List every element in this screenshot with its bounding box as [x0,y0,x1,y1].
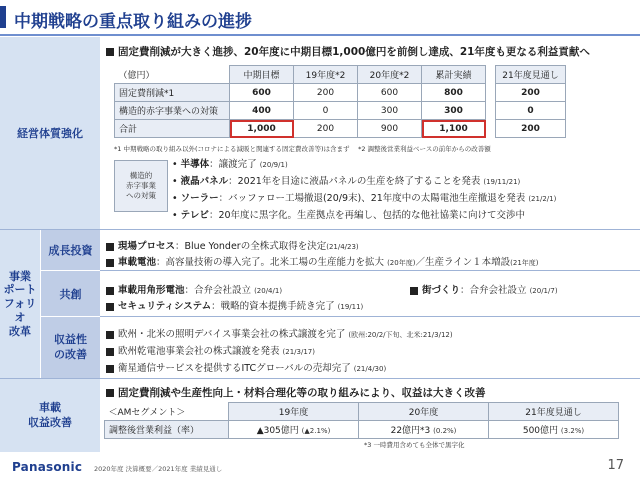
profit-line-1: 欧州・北米の照明デバイス事業会社の株式譲渡を完了 (欧州:20/2/下旬、北米:21/3/12) [106,326,453,340]
table-row [105,421,619,439]
title-accent [0,6,6,28]
kyoso-line-a: 車載用角形電池：合弁会社設立 (20/4/1) [106,282,282,296]
section-kyoso: 共創 [41,271,100,316]
bullet-square [106,287,114,295]
table-cell: 200 [496,84,566,102]
table-header-cell: 19年度*2 [294,66,358,84]
keiei-headline: 固定費削減が大きく進捗、20年度に中期目標1,000億円を前倒し達成、21年度も更なる利益貢献へ [106,44,590,59]
table-header-row [115,66,566,84]
section-auto: 車載 収益改善 [0,379,100,452]
table-cell: 200 [496,120,566,138]
table-cell: 22億円*3 (0.2%) [359,421,489,439]
table-cell: （億円） [115,66,230,84]
section-keiei: 経営体質強化 [0,37,100,229]
table-header-cell: 20年度*2 [358,66,422,84]
table-cell: 400 [230,102,294,120]
table-cell: 800 [422,84,486,102]
table-header-cell: 中期目標 [230,66,294,84]
table-cell: 600 [230,84,294,102]
profit-line-2: 欧州乾電池事業会社の株式譲渡を発表 (21/3/17) [106,343,315,357]
table-header-row [105,403,619,421]
section-growth: 成長投資 [41,230,100,270]
keiei-footnote: *1 中期戦略の取り組み以外(コロナによる減販と関連する固定費改善等)は含まず *2 調整後営業利益ベースの前年からの改善額 [114,145,491,153]
table-gap [486,84,496,102]
kyoso-line-c: セキュリティシステム：戦略的資本提携手続き完了 (19/11) [106,298,363,312]
auto-footnote: *3 一時費用含めても全体で黒字化 [364,441,465,449]
table-cell-highlight: 1,100 [422,120,486,138]
struct-label-box: 構造的 赤字事業 への対策 [114,160,168,212]
keiei-item: • 液晶パネル：2021年を目途に液晶パネルの生産を終了することを発表 (19/11/21) [172,176,521,187]
keiei-item: • テレビ：20年度に黒字化。生産拠点を再編し、包括的な他社協業に向けて交渉中 [172,210,526,221]
table-cell: 200 [294,84,358,102]
table-row [115,84,566,102]
divider [100,270,640,271]
table-cell: 300 [358,102,422,120]
table-gap [486,66,496,84]
bullet-square [106,259,114,267]
title-bar [0,0,640,34]
footer-meta: 2020年度 決算概要／2021年度 業績見通し [94,465,223,473]
table-cell-highlight: 1,000 [230,120,294,138]
table-cell: 0 [496,102,566,120]
growth-line-2: 車載電池：高容量技術の導入完了。北米工場の生産能力を拡大 (20年度)／生産ライン１本増設(21年度) [106,254,539,268]
table-cell: 調整後営業利益（率） [105,421,229,439]
bullet-square [106,389,114,397]
section-portfolio: 事業 ポート フォリオ 改革 [0,230,40,378]
growth-line-1: 現場プロセス：Blue Yonderの全株式取得を決定(21/4/23) [106,238,359,252]
auto-table [104,402,619,439]
table-header-cell: 累計実績 [422,66,486,84]
table-cell: 0 [294,102,358,120]
table-cell: ▲305億円 (▲2.1%) [229,421,359,439]
table-cell: 合計 [115,120,230,138]
page-number: 17 [607,458,624,473]
table-row [115,102,566,120]
keiei-item: • 半導体：譲渡完了 (20/9/1) [172,159,288,170]
bullet-square [106,303,114,311]
profit-line-3: 衛星通信サービスを提供するITCグローバルの売却完了 (21/4/30) [106,360,386,374]
panasonic-logo: Panasonic [12,460,83,474]
title-divider [0,34,640,36]
divider [0,378,640,379]
auto-headline: 固定費削減や生産性向上・材料合理化等の取り組みにより、収益は大きく改善 [106,385,486,400]
kyoso-line-b: 街づくり：合弁会社設立 (20/1/7) [410,282,558,296]
table-cell: 900 [358,120,422,138]
bullet-square [410,287,418,295]
table-cell: ＜AMセグメント＞ [108,407,186,418]
table-cell: 構造的赤字事業への対策 [115,102,230,120]
bullet-square [106,48,114,56]
divider [100,316,640,317]
page-title: 中期戦略の重点取り組みの進捗 [14,12,252,32]
table-row [115,120,566,138]
table-cell: 500億円 (3.2%) [489,421,619,439]
table-header-cell: 21年度見通し [496,66,566,84]
footer [0,452,640,481]
table-cell: 600 [358,84,422,102]
table-gap [486,102,496,120]
table-header-cell: 20年度 [359,403,489,421]
table-cell: 固定費削減*1 [115,84,230,102]
table-cell: 200 [294,120,358,138]
bullet-square [106,348,114,356]
bullet-square [106,331,114,339]
table-cell: 300 [422,102,486,120]
divider [0,229,640,230]
table-header-cell: 21年度見通し [489,403,619,421]
keiei-item: • ソーラー：バッファロー工場撤退(20/9末)、21年度中の太陽電池生産撤退を発表 (21/2/1) [172,193,557,204]
bullet-square [106,243,114,251]
section-profit: 収益性 の改善 [41,317,100,378]
keiei-table [114,65,566,138]
table-gap [486,120,496,138]
bullet-square [106,365,114,373]
table-header-cell: 19年度 [229,403,359,421]
